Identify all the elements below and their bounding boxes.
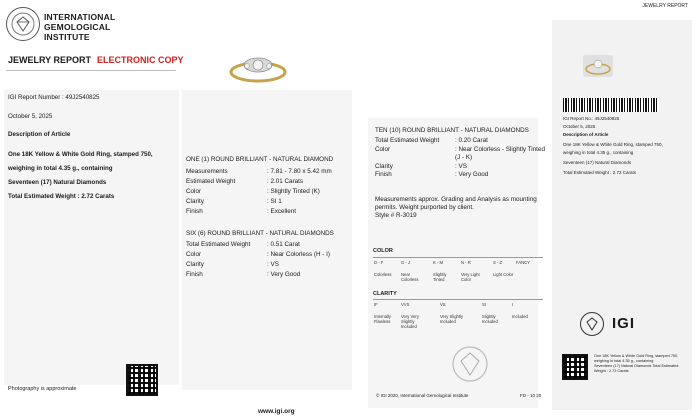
- far-report-date: October 5, 2025: [563, 124, 596, 129]
- field-label: Total Estimated Weight: [375, 137, 440, 144]
- field-label: Clarity: [186, 261, 204, 268]
- field-label: Clarity: [186, 198, 204, 205]
- color-grade: N - R: [461, 260, 471, 265]
- color-scale-rule: [373, 257, 543, 258]
- far-description-line: One 18K Yellow & White Gold Ring, stamped 750,: [563, 142, 663, 147]
- color-scale-title: COLOR: [373, 248, 393, 254]
- field-value: : Near Colorless (H - I): [267, 251, 330, 258]
- igi-seal-icon: [580, 312, 604, 336]
- institute-line: GEMOLOGICAL: [44, 22, 111, 32]
- igi-logo: IGI: [612, 315, 636, 332]
- color-grade-name: Very Light Color: [461, 272, 480, 282]
- field-label: Finish: [186, 208, 203, 215]
- report-number: IGI Report Number : 49J2540825: [8, 94, 100, 101]
- clarity-grade-name: Internally Flawless: [374, 314, 391, 324]
- corner-report-title: JEWELRY REPORT: [642, 3, 688, 9]
- grading-note: Measurements approx. Grading and Analysis as mounting: [375, 196, 537, 203]
- description-line: weighing in total 4.35 g., containing: [8, 165, 113, 172]
- far-bottom-line: weighing in total 4.35 g., containing: [594, 359, 654, 363]
- report-title: JEWELRY REPORT: [8, 55, 92, 65]
- far-description-line: weighing in total 4.35 g., containing: [563, 150, 634, 155]
- field-value: : 0.51 Carat: [267, 241, 300, 248]
- style-number: Style # R-3019: [375, 212, 417, 219]
- clarity-grade: I: [512, 302, 514, 307]
- color-grade-name: Near Colorless: [401, 272, 419, 282]
- barcode-icon: [563, 98, 659, 112]
- color-grade: S - Z: [493, 260, 503, 265]
- ring-photo: [228, 52, 288, 84]
- field-value: (J - K): [455, 154, 473, 161]
- clarity-grade-name: Included: [512, 314, 528, 319]
- field-value: : Excellent: [267, 208, 297, 215]
- description-line: Seventeen (17) Natural Diamonds: [8, 179, 107, 186]
- clarity-scale-rule: [373, 299, 543, 300]
- field-label: Estimated Weight: [186, 178, 236, 185]
- section-title: ONE (1) ROUND BRILLIANT - NATURAL DIAMOND: [186, 156, 334, 163]
- field-value: : Slightly Tinted (K): [267, 188, 320, 195]
- total-weight: Total Estimated Weight : 2.72 Carats: [8, 193, 115, 200]
- far-bottom-description: [594, 354, 678, 374]
- middle-panel-background: [182, 90, 352, 390]
- field-label: Total Estimated Weight: [186, 241, 251, 248]
- color-grade-name: Colorless: [374, 272, 392, 277]
- igi-watermark-icon: [450, 344, 490, 389]
- field-label: Color: [186, 251, 202, 258]
- clarity-grade: VVS: [401, 302, 410, 307]
- far-bottom-line: Seventeen (17) Natural Diamonds Total Estimated: [594, 364, 679, 368]
- field-label: Color: [186, 188, 202, 195]
- color-grade-name: Light Color: [493, 272, 514, 277]
- clarity-grade: VS: [440, 302, 446, 307]
- far-bottom-line: Weight : 2.72 Carats: [594, 369, 629, 373]
- color-grade-name: Slightly Tinted: [433, 272, 447, 282]
- field-value: : Very Good: [267, 271, 301, 278]
- ring-thumbnail: [583, 55, 613, 77]
- far-description-heading: Description of Article: [563, 132, 609, 137]
- field-label: Finish: [375, 171, 392, 178]
- field-value: : 7.81 - 7.80 x 5.42 mm: [267, 168, 332, 175]
- description-heading: Description of Article: [8, 131, 71, 138]
- field-value: : Very Good: [455, 171, 489, 178]
- field-value: : 0.20 Carat: [455, 137, 488, 144]
- photography-note: Photography is approximate: [8, 386, 77, 392]
- website-link[interactable]: www.igi.org: [258, 408, 295, 415]
- igi-seal-icon: [6, 7, 40, 41]
- far-description-line: Seventeen (17) Natural Diamonds: [563, 160, 632, 165]
- field-label: Measurements: [186, 168, 228, 175]
- copyright: © IGI 2020, International Gemological Institute: [376, 393, 469, 398]
- section-title: TEN (10) ROUND BRILLIANT - NATURAL DIAMONDS: [375, 127, 529, 134]
- clarity-grade: IF: [374, 302, 378, 307]
- form-code: FD - 10 20: [520, 393, 542, 398]
- far-bottom-line: One 18K Yellow & White Gold Ring, stamped 750,: [594, 354, 679, 358]
- color-grade: K - M: [433, 260, 444, 265]
- qr-code-icon: [126, 364, 158, 396]
- electronic-copy-label: ELECTRONIC COPY: [97, 55, 184, 65]
- field-label: Clarity: [375, 162, 393, 170]
- far-right-panel-background: [552, 20, 692, 410]
- section-title: SIX (6) ROUND BRILLIANT - NATURAL DIAMONDS: [186, 230, 334, 237]
- color-grade: FANCY: [516, 260, 530, 265]
- clarity-grade-name: Slightly Included: [482, 314, 498, 324]
- field-value: : VS: [267, 261, 279, 268]
- field-label: Finish: [186, 271, 203, 278]
- far-total-weight: Total Estimated Weight : 2.72 Carats: [563, 170, 636, 175]
- grading-note: permits. Weight purported by client.: [375, 204, 474, 211]
- field-value: : VS: [455, 162, 467, 170]
- qr-code-icon: [562, 354, 588, 380]
- color-grade: D - F: [374, 260, 384, 265]
- field-value: : Near Colorless - Slightly Tinted: [455, 145, 545, 153]
- clarity-grade-name: Very Very Slightly Included: [401, 314, 419, 329]
- clarity-grade: SI: [482, 302, 486, 307]
- institute-line: INTERNATIONAL: [44, 12, 116, 22]
- field-value: : SI 1: [267, 198, 282, 205]
- clarity-grade-name: Very Slightly Included: [440, 314, 464, 324]
- report-date: October 5, 2025: [8, 113, 53, 120]
- field-value: : 2.01 Carats: [267, 178, 304, 185]
- institute-line: INSTITUTE: [44, 32, 90, 42]
- field-label: Color: [375, 145, 391, 153]
- far-report-number: IGI Report No.: 49J2540825: [563, 116, 620, 121]
- description-line: One 18K Yellow & White Gold Ring, stamped 750,: [8, 151, 153, 158]
- institute-name: [44, 12, 115, 42]
- header-divider: [6, 70, 176, 71]
- color-grade: G - J: [401, 260, 411, 265]
- clarity-scale-title: CLARITY: [373, 291, 397, 297]
